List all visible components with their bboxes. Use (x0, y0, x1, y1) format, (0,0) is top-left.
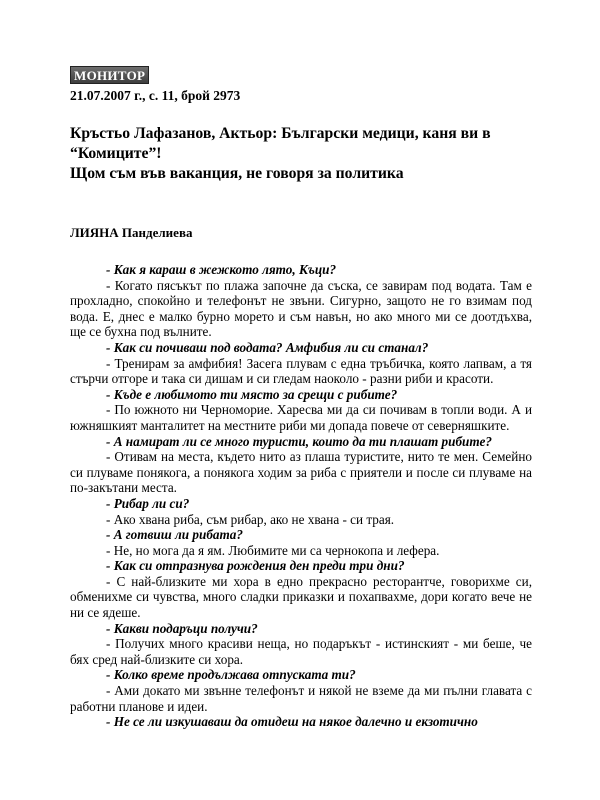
interview-question: - Какви подаръци получи? (106, 620, 258, 636)
article-page (70, 66, 532, 730)
interview-answer: - По южното ни Черноморие. Харесва ми да си почивам в топли води. А и южняшкият манталитет на местните риби ми допада повече от северняшките. (70, 402, 532, 433)
author-name: ЛИЯНА Панделиева (70, 225, 193, 240)
interview-answer: - Ами докато ми звънне телефонът и някой не вземе да ми пълни главата с работни планове и идеи. (70, 683, 532, 714)
interview-question: - Къде е любимото ти място за срещи с рибите? (106, 386, 398, 402)
article-headline (70, 124, 532, 184)
newspaper-logo: МОНИТОР (70, 66, 149, 84)
interview-question: - А готвиш ли рибата? (106, 527, 243, 543)
interview-answer: - Не, но мога да я ям. Любимите ми са чернокопа и лефера. (106, 542, 440, 558)
headline-line-1: Кръстьо Лафазанов, Актьор: Български медици, каня ви в “Комиците”! (70, 125, 491, 162)
interview-answer: - Ако хвана риба, съм рибар, ако не хвана - си трая. (106, 511, 395, 527)
interview-question: - Рибар ли си? (106, 495, 190, 511)
interview-answer: - Тренирам за амфибия! Засега плувам с една тръбичка, която лапвам, а тя стърчи отгоре и така си дишам и си гледам наоколо - разни риби и красоти. (70, 355, 532, 387)
interview-answer: - Отивам на места, където нито аз плаша туристите, нито те мен. Семейно си плуваме понякога, а понякога ходим за риба с приятели и после си плуваме на по-закътани места. (70, 449, 532, 496)
headline-line-2: Щом съм във ваканция, не говоря за политика (70, 165, 404, 182)
interview-question: - Как си отпразнува рождения ден преди три дни? (106, 558, 405, 574)
interview-question: - Как я караш в жежкото лято, Къци? (106, 262, 337, 277)
publication-info: 21.07.2007 г., с. 11, брой 2973 (70, 88, 241, 103)
interview-answer: - Когато пясъкът по плажа започне да съска, се завирам под водата. Там е прохладно, спокойно и телефонът не звъни. Сигурно, защото не го взимам под вода. Е, днес е малко бурно морето и съм навън, но ако много ми се доотдъхва, ще се бухна под вълните. (70, 277, 532, 340)
interview-question: - Не се ли изкушаваш да отидеш на някое далечно и екзотично (106, 714, 478, 730)
interview-question: - А намират ли се много туристи, които да ти плашат рибите? (106, 433, 492, 449)
interview-question: - Колко време продължава отпуската ти? (106, 667, 356, 683)
interview-answer: - Получих много красиви неща, но подаръкът - истинският - ми беше, че бях сред най-близките си хора. (70, 636, 532, 667)
interview-question: - Как си почиваш под водата? Амфибия ли си станал? (106, 339, 429, 355)
interview-answer: - С най-близките ми хора в едно прекрасно ресторантче, говорихме си, обменихме си чувства, много сладки приказки и похапвахме, дори когато вече не ни се ядеше. (70, 573, 532, 621)
interview-body (70, 262, 532, 730)
